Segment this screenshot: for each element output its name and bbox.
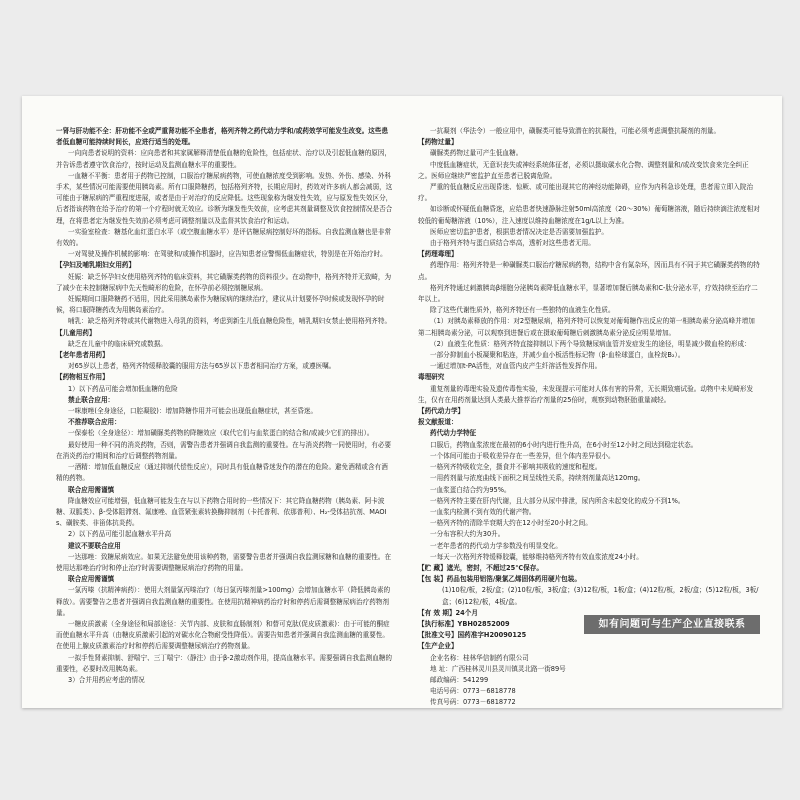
paragraph: 缺乏在儿童中的临床研究或数据。 <box>68 339 167 348</box>
paragraph: 【药理毒理】 <box>418 250 458 259</box>
paragraph: 如诊断或怀疑低血糖昏迷，应给患者快速静脉注射50ml高浓度（20～30%）葡萄糖溶液，随后持续滴注浓度相对较低的葡萄糖溶液（10%），注入速度以维持血糖浓度在1g/L以上为准。 <box>418 205 760 225</box>
paragraph: 格列齐特通过刺激胰岛β细胞分泌胰岛素降低血糖水平，显著增加餐后胰岛素和C-肽分泌水平，疗效持续至治疗二年以上。 <box>418 283 758 304</box>
paragraph: 【老年患者用药】 <box>56 351 109 360</box>
paragraph: 【药代动力学】 <box>418 407 465 416</box>
paragraph: 一用药剂量与浓度曲线下面积之间呈线性关系，持续剂剂量高达120mg。 <box>430 474 645 483</box>
contact-banner: 如有问题可与生产企业直接联系 <box>584 615 760 634</box>
paragraph: （1）对胰岛素释放的作用：对2型糖尿病，格列齐特可以恢复对葡萄糖作出反应的第一相胰岛素分泌高峰并增加第二相胰岛素分泌，可以观察到进餐后或在摄取葡萄糖后刺激胰岛素分泌反应明显增加。 <box>418 317 755 337</box>
paragraph: 一拟手性肾素抑制、舒喘宁、三丁喘宁：（静注）由于β-2激动剂作用，提高血糖水平。需要强调自我监测血糖的重要性，必要时改用胰岛素。 <box>56 653 392 673</box>
paragraph: 【药物相互作用】 <box>56 373 109 382</box>
paragraph: 一肾与肝功能不全：肝功能不全或严重肾功能不全患者，格列齐特之药代动力学和/或药效学可能发生改变。这些患者低血糖可能持续时间长，应进行适当的处理。 <box>56 127 389 147</box>
paragraph: 毒理研究 <box>418 373 445 382</box>
paragraph: 药理作用：格列齐特是一种磺脲类口服治疗糖尿病药物，结构中含有氮杂环，因而具有不同于其它磺脲类药物的特点。 <box>418 261 760 281</box>
paragraph: 【药物过量】 <box>418 138 458 147</box>
paragraph: 地 址：广西桂林灵川县灵川镇灵北路一街89号 <box>430 664 566 673</box>
paragraph: 降血糖效应可能增强，低血糖可能发生在与以下药物合用时的一些情况下：其它降血糖药物（胰岛素、阿卡波糖、双胍类）、β-受体阻滞剂、氟康唑、血管紧张素转换酶抑制剂（卡托普利、依那普利）、H₂-受体拮抗剂、MAOIs、磺胺类、非甾体抗炎药。 <box>56 496 387 528</box>
paragraph: 一糖皮质激素（全身途径和局部途径：关节内部、皮肤和直肠制剂）和替可克肽(促皮质激素)：由于可能的酮症而使血糖水平升高（由糖皮质激素引起的对碳水化合物耐受性降低）。需要告知患者并强调自我监测血糖的重要性。在使用上腺皮质激素治疗时和停药后需要调整糖尿病治疗药物剂量。 <box>56 619 390 651</box>
paragraph: 严重的低血糖反应出现昏迷、惊厥、或可能出现其它的神经功能障碍，应作为内科急诊处理，患者需立即入院治疗。 <box>418 183 754 203</box>
paragraph: 一格列齐特的清除半衰期大约在12小时至20小时之间。 <box>430 519 592 528</box>
paragraph: 中度低血糖症状，无意识丧失或神经系统体征者，必须以摄取碳水化合物、调整剂量和/或改变饮食来完全纠正之。医师应继续严密监护直至患者已脱离危险。 <box>418 160 749 180</box>
paragraph: 一个体间可能由于吸收差异存在一些差异，但个体内差异很小。 <box>430 451 615 460</box>
paragraph: 妊娠期间口服降糖药不适用，因此采用胰岛素作为糖尿病的继续治疗，建议从计划要怀孕时候或发现怀孕的时候，将口服降糖药改为用胰岛素治疗。 <box>56 295 385 315</box>
paragraph: 【孕妇及哺乳期妇女用药】 <box>56 261 136 270</box>
paragraph: （2）血液生化性质：格列齐特直接抑制以下两个导致糖尿病血管并发症发生的途径，明显减少微血栓的形成： <box>430 339 751 348</box>
paragraph: 一实验室检查：糖基化血红蛋白水平（或空腹血糖水平）是评估糖尿病控制好坏的指标。自我监测血糖也是非常有效的。 <box>56 227 392 248</box>
paragraph: 一保泰松（全身途径）：增加磺脲类药物的降糖效应（取代它们与血浆蛋白的结合和/或减少它们的排出）。 <box>68 429 374 438</box>
paragraph: 2）以下药品可能引起血糖水平升高 <box>68 530 172 539</box>
paragraph: 【贮 藏】遮光，密封，不超过25℃保存。 <box>418 563 543 572</box>
paragraph: 一通过增加t-PA活性，对血管内皮产生纤溶活性发挥作用。 <box>430 362 602 371</box>
left-column <box>56 126 394 686</box>
paragraph: 一老年患者的药代动力学参数没有明显变化。 <box>430 541 562 550</box>
paragraph: 企业名称：桂林华信制药有限公司 <box>430 653 529 662</box>
paragraph: 由于格列齐特与蛋白质结合率高，透析对这些患者无用。 <box>430 239 595 248</box>
paragraph: 传真号码：0773－6818772 <box>430 698 516 707</box>
paragraph: 【有 效 期】24个月 <box>418 608 478 617</box>
paragraph: 一血浆蛋白结合约为95%。 <box>430 485 511 494</box>
paragraph: 报文献报道： <box>418 418 458 427</box>
paragraph: 1）以下药品可能会增加低血糖的危险 <box>68 384 178 393</box>
paragraph: 一对驾驶及操作机械的影响：在驾驶和/或操作机器时，应告知患者应警惕低血糖症状，特别是在开始治疗时。 <box>68 250 387 259</box>
paragraph: 重复剂量的毒理实验及遗传毒性实验，未发现提示可能对人体有害的异常，无长期致癌试验。动物中未见畸形发生，仅有在用药剂量达到人类最大推荐治疗剂量的25倍时，观察到动物胚胎重量减轻。 <box>418 384 754 404</box>
paragraph: 一达那唑：致糖尿病效应。如果无法避免使用该种药物，需要警告患者并强调自我监测尿糖和血糖的重要性。在使用达那唑治疗时和停止治疗时需要调整糖尿病治疗药物的用量。 <box>56 552 392 572</box>
paragraph: 一抗凝剂（华法令）一般应用中，磺脲类可能导致潜在的抗凝性，可能必须考虑调整抗凝剂的剂量。 <box>430 127 721 135</box>
paragraph: 【儿童用药】 <box>56 328 96 337</box>
paragraph: 联合应用需谨慎 <box>68 485 115 494</box>
paragraph: 对65岁以上患者，格列齐特缓释胶囊的服用方法与65岁以下患者相同治疗方案，或遵医嘱。 <box>68 362 336 371</box>
paragraph: 一酒精：增加低血糖反应（通过抑制代偿性反应），同时具有低血糖昏迷发作的潜在的危险。避免酒精或含有酒精的药物。 <box>56 463 388 483</box>
paragraph: 一血糖不平衡：患者用于药物已控制，口服治疗糖尿病药物，可使血糖浓度受到影响。发热、外伤、感染、外科手术，某些情况可能需要使用胰岛素。所有口服降糖药，包括格列齐特，长期应用时，药效对许多病人都会减弱，这可能由于糖尿病的严重程度进展，或者是由于对治疗的反应降低。这些现象称为继发性失效，应与原发性失效区分，后者指该药物在给予治疗的第一个疗程时就无效应。诊断为继发性失效前，应考虑其剂量调整及饮食控制情况是否合理，在将患者定为继发性失效前必须考虑可调整剂量以及监督其饮食治疗和运动。 <box>56 171 393 225</box>
paragraph: 【包 装】药品包装用铝箔/聚氯乙烯固体药用硬片包装。 <box>418 575 581 584</box>
paragraph: 电话号码：0773－6818778 <box>430 687 516 696</box>
paragraph: 一氯丙嗪（抗精神病药）：使用大剂量氯丙嗪治疗（每日氯丙嗪剂量>100mg）会增加血糖水平（降低胰岛素的释放）。需要警告之患者并强调自我监测血糖的重要性。在使用抗精神病药治疗时和停药后需调整糖尿病治疗药物剂量。 <box>56 586 391 617</box>
paragraph: 【执行标准】YBH02852009 <box>418 619 510 628</box>
paragraph: 一血浆内检测不到有效的代谢产物。 <box>430 507 536 516</box>
paragraph: 【批准文号】国药准字H20090125 <box>418 631 527 640</box>
paragraph: 建议不要联合应用 <box>68 541 121 550</box>
paragraph: (1)10粒/板，2板/盒；(2)10粒/板，3板/盒；(3)12粒/板，1板/盒；(4)12粒/板，2板/盒；(5)12粒/板，3板/盒；(6)12粒/板，4板/盒。 <box>442 586 759 606</box>
paragraph: 【生产企业】 <box>418 642 458 651</box>
paragraph: 最好使用一种不同的消炎药物，否则，需警告患者并强调自我监测的重要性。在与消炎药物一同使用时，有必要在消炎药治疗期间和治疗后调整药物剂量。 <box>56 440 392 460</box>
paragraph: 妊娠：缺乏怀孕妇女使用格列齐特的临床资料，其它磺脲类药物的资料很少。在动物中，格列齐特并无致畸，为了减少在未控制糖尿病中先天性畸形的危险，在怀孕前必须控制糖尿病。 <box>56 272 392 292</box>
paragraph: 邮政编码：541299 <box>430 675 489 684</box>
paragraph: 口服后，药物血浆浓度在最初的6小时内进行性升高，在6小时至12小时之间达到稳定状态。 <box>430 440 698 449</box>
paragraph: 一格列齐特主要在肝内代谢，且大部分从尿中排泄，尿内所含未起变化的成分不到1%。 <box>430 496 685 505</box>
paragraph: 医师应密切监护患者，根据患者情况决定是否需要加强监护。 <box>430 227 609 236</box>
paragraph: 一分布容积大约为30升。 <box>430 530 505 539</box>
paragraph: 不推荐联合应用： <box>68 418 121 427</box>
paragraph: 哺乳：缺乏格列齐特或其代谢物进入母乳的资料，考虑到新生儿低血糖危险性，哺乳期妇女禁止使用格列齐特。 <box>68 317 392 326</box>
paragraph: 3）合并用药应考虑的情况 <box>68 675 145 684</box>
paragraph: 除了这些代谢性质外，格列齐特还有一些独特的血液生化性质。 <box>430 306 615 315</box>
paragraph: 药代动力学特征 <box>430 429 477 438</box>
paragraph: 一部分抑制血小板凝聚和粘连，并减少血小板活性标记物（β-血栓球蛋白，血栓烷B₂）。 <box>430 351 685 360</box>
paragraph: 联合应用需谨慎 <box>68 575 115 584</box>
paragraph: 磺脲类药物过量可产生低血糖。 <box>430 149 523 158</box>
paragraph: 一向向患者说明的资料：应向患者和其家属解释清楚低血糖的危险性，包括症状、治疗以及引起低血糖的原因，并告诉患者遵守饮食治疗，按时运动及监测血糖水平的重要性。 <box>56 149 392 169</box>
paragraph: 禁止联合应用： <box>68 395 115 404</box>
paragraph: 一每天一次格列齐特缓释胶囊，能够维持格列齐特有效血浆浓度24小时。 <box>430 552 643 561</box>
paragraph: 一格列齐特吸收完全，摄食并不影响其吸收的速度和程度。 <box>430 463 602 472</box>
paragraph: 一咪康唑(全身途径，口腔凝胶)：增加降糖作用并可能会出现低血糖症状，甚至昏迷。 <box>68 407 318 416</box>
